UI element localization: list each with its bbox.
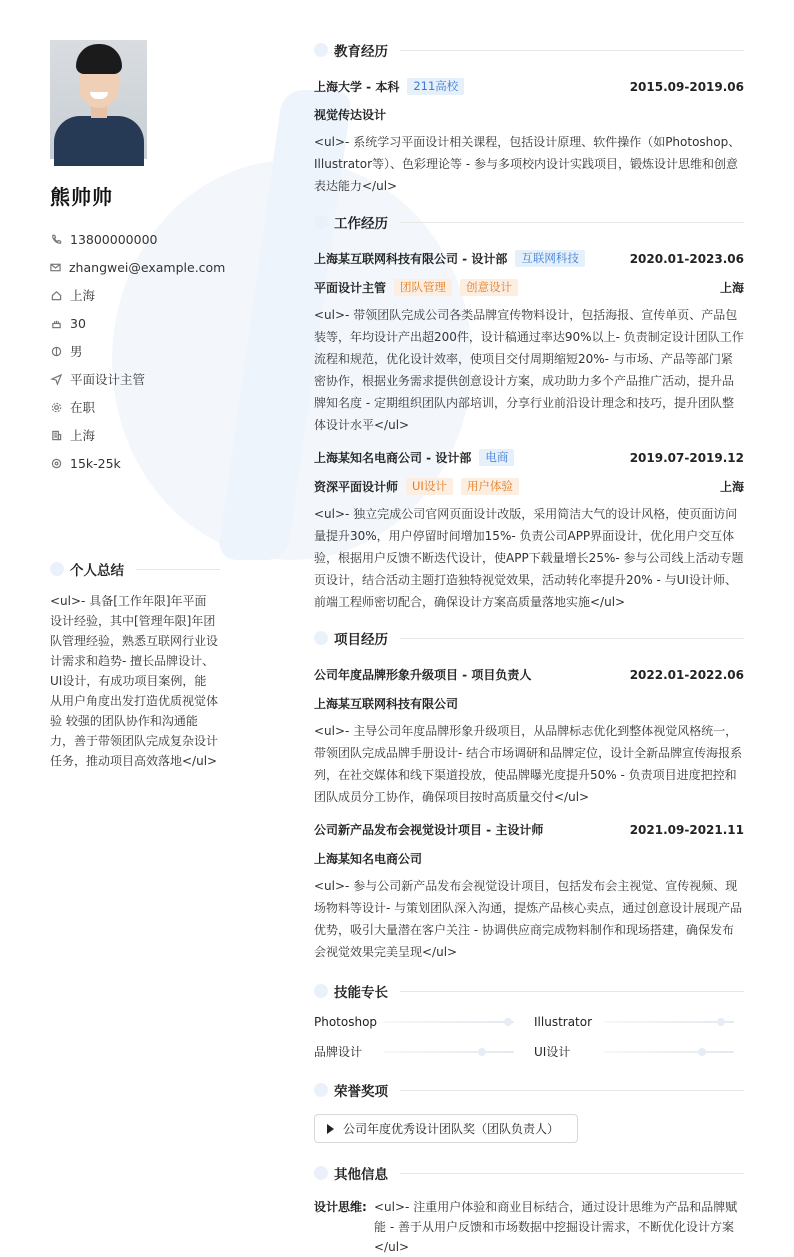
work-period: 2019.07-2019.12 — [629, 450, 744, 465]
divider — [136, 569, 220, 570]
section-title: 技能专长 — [334, 985, 388, 1001]
role-tag: 创意设计 — [460, 279, 518, 296]
skills-grid — [314, 1015, 744, 1060]
mail-icon — [50, 261, 61, 273]
other-heading — [314, 1163, 744, 1183]
skill-item — [314, 1015, 534, 1029]
section-dot-icon — [314, 43, 328, 57]
project-desc: <ul>- 参与公司新产品发布会视觉设计项目，包括发布会主视觉、宣传视频、现场物料等设计- 与策划团队深入沟通，提炼产品核心卖点，通过创意设计展现产品优势，吸引大量潜在客户关注 - 协调供应商完成物料制作和现场搭建，确保发布会视觉效果完美呈现</ul> — [314, 879, 743, 959]
education-period: 2015.09-2019.06 — [629, 79, 744, 94]
contact-text: 平面设计主管 — [70, 372, 146, 387]
avatar — [50, 40, 147, 159]
education-row — [314, 78, 744, 95]
skill-bar — [384, 1021, 514, 1023]
skill-level-knob — [478, 1048, 486, 1056]
contact-status — [50, 393, 220, 421]
work-row — [314, 449, 744, 466]
gender-icon — [50, 345, 62, 357]
contact-text: 上海 — [70, 428, 96, 443]
project-desc: <ul>- 主导公司年度品牌形象升级项目，从品牌标志优化到整体视觉风格统一，带领团队完成品牌手册设计- 结合市场调研和品牌定位，设计全新品牌宣传海报系列，在社交媒体和线下渠道投放，使品牌曝光度提升50% - 负责项目进度把控和团队成员分工协作，确保项目按时高质量交付</ul> — [314, 724, 743, 804]
project-name: 公司新产品发布会视觉设计项目 - 主设计师 — [314, 823, 544, 837]
section-title: 其他信息 — [334, 1167, 388, 1183]
project-period: 2022.01-2022.06 — [629, 667, 744, 682]
role-row — [314, 279, 744, 296]
skill-name: UI设计 — [534, 1045, 571, 1059]
role-tag: 用户体验 — [461, 478, 519, 495]
skill-item — [534, 1043, 744, 1060]
skill-bar — [384, 1051, 514, 1053]
section-title: 荣誉奖项 — [334, 1084, 388, 1100]
contact-location — [50, 281, 220, 309]
project-org: 上海某互联网科技有限公司 — [314, 697, 459, 711]
job-role: 平面设计主管 — [314, 281, 387, 295]
skill-item — [314, 1043, 534, 1060]
job-role: 资深平面设计师 — [314, 480, 399, 494]
contact-city — [50, 421, 220, 449]
building-icon — [50, 429, 62, 441]
age-icon — [50, 317, 62, 329]
main-content — [314, 40, 744, 1257]
section-title: 工作经历 — [334, 216, 388, 232]
candidate-name: 熊帅帅 — [50, 185, 113, 209]
project-org: 上海某知名电商公司 — [314, 852, 423, 866]
status-icon — [50, 401, 62, 413]
divider — [400, 50, 744, 51]
skill-level-knob — [504, 1018, 512, 1026]
contact-list — [50, 225, 226, 477]
contact-phone — [50, 225, 220, 253]
work-period: 2020.01-2023.06 — [629, 251, 744, 266]
work-row — [314, 250, 744, 267]
other-info-row — [314, 1197, 744, 1257]
skill-level-knob — [698, 1048, 706, 1056]
phone-icon — [50, 233, 62, 245]
divider — [400, 1090, 744, 1091]
education-heading — [314, 40, 744, 60]
other-value: <ul>- 注重用户体验和商业目标结合，通过设计思维为产品和品牌赋能 - 善于从用户反馈和市场数据中挖掘设计需求，不断优化设计方案</ul> — [374, 1200, 738, 1254]
divider — [400, 638, 744, 639]
awards-heading — [314, 1080, 744, 1100]
divider — [400, 991, 744, 992]
section-title: 教育经历 — [334, 44, 388, 60]
section-dot-icon — [50, 562, 64, 576]
contact-text: 男 — [70, 344, 83, 359]
section-dot-icon — [314, 984, 328, 998]
education-desc: <ul>- 系统学习平面设计相关课程，包括设计原理、软件操作（如Photoshop、Illustrator等）、色彩理论等 - 参与多项校内设计实践项目，锻炼设计思维和创意表达能力</ul> — [314, 135, 741, 193]
play-triangle-icon — [327, 1124, 334, 1134]
skills-heading — [314, 981, 744, 1001]
skill-name: 品牌设计 — [314, 1045, 363, 1059]
send-icon — [50, 373, 62, 385]
skill-name: Photoshop — [314, 1015, 378, 1029]
summary-heading — [50, 559, 220, 579]
section-dot-icon — [314, 631, 328, 645]
company-tag: 互联网科技 — [515, 250, 585, 267]
role-tag: 团队管理 — [394, 279, 452, 296]
contact-text: 13800000000 — [70, 231, 158, 247]
summary-text: <ul>- 具备[工作年限]年平面设计经验，其中[管理年限]年团队管理经验，熟悉互联网行业设计需求和趋势- 擅长品牌设计、UI设计，有成功项目案例，能从用户角度出发打造优质视觉体验 较强的团队协作和沟通能力，善于带领团队完成复杂设计任务，推动项目高效落地</ul> — [50, 594, 219, 768]
work-city: 上海 — [719, 480, 744, 494]
other-label: 设计思维: — [314, 1200, 367, 1214]
contact-salary — [50, 449, 220, 477]
contact-age — [50, 309, 220, 337]
school-tag: 211高校 — [407, 78, 464, 95]
project-row — [314, 821, 744, 838]
projects-heading — [314, 628, 744, 648]
company-name: 上海某互联网科技有限公司 - 设计部 — [314, 252, 508, 266]
work-heading — [314, 212, 744, 232]
sidebar — [50, 40, 226, 771]
skill-bar — [604, 1021, 734, 1023]
role-tag: UI设计 — [406, 478, 453, 495]
contact-text: 在职 — [70, 400, 96, 415]
work-city: 上海 — [719, 281, 744, 295]
contact-text: 30 — [70, 315, 86, 331]
salary-icon — [50, 457, 62, 469]
award-text: 公司年度优秀设计团队奖（团队负责人） — [343, 1122, 560, 1136]
section-dot-icon — [314, 215, 328, 229]
company-name: 上海某知名电商公司 - 设计部 — [314, 451, 472, 465]
divider — [400, 1173, 744, 1174]
contact-text: 上海 — [70, 288, 96, 303]
section-dot-icon — [314, 1166, 328, 1180]
contact-text: 15k-25k — [70, 455, 121, 471]
project-name: 公司年度品牌形象升级项目 - 项目负责人 — [314, 668, 532, 682]
divider — [400, 222, 744, 223]
project-row — [314, 666, 744, 683]
skill-level-knob — [717, 1018, 725, 1026]
contact-email — [50, 253, 226, 281]
work-desc: <ul>- 独立完成公司官网页面设计改版，采用简洁大气的设计风格，使页面访问量提升30%，用户停留时间增加15%- 负责公司APP界面设计，优化用户交互体验，根据用户反馈不断迭代设计，使APP下载量增长25%- 参与公司线上活动专题页设计，结合活动主题打造独特视觉效果，活动转化率提升20% - 与UI设计师、前端工程师密切配合，确保设计方案高质量落地实施</ul> — [314, 507, 744, 609]
skill-item — [534, 1015, 744, 1029]
home-icon — [50, 289, 62, 301]
company-tag: 电商 — [479, 449, 514, 466]
section-title: 个人总结 — [70, 563, 124, 579]
school-name: 上海大学 - 本科 — [314, 80, 400, 94]
work-desc: <ul>- 带领团队完成公司各类品牌宣传物料设计，包括海报、宣传单页、产品包装等，年均设计产出超200件，设计稿通过率达90%以上- 负责制定设计团队工作流程和规范，优化设计效率，使项目交付周期缩短20%- 与市场、产品等部门紧密协作，根据业务需求提供创意设计方案，成功助力多个产品推广活动，提升品牌知名度 - 定期组织团队内部培训，分享行业前沿设计理念和技巧，提升团队整体设计水平</ul> — [314, 308, 744, 432]
role-row — [314, 478, 744, 495]
section-dot-icon — [314, 1083, 328, 1097]
skill-name: Illustrator — [534, 1015, 593, 1029]
contact-position — [50, 365, 220, 393]
skill-bar — [604, 1051, 734, 1053]
project-period: 2021.09-2021.11 — [629, 822, 744, 837]
award-item — [314, 1114, 578, 1143]
contact-gender — [50, 337, 220, 365]
contact-text: zhangwei@example.com — [69, 259, 226, 275]
education-major: 视觉传达设计 — [314, 108, 387, 122]
section-title: 项目经历 — [334, 632, 388, 648]
